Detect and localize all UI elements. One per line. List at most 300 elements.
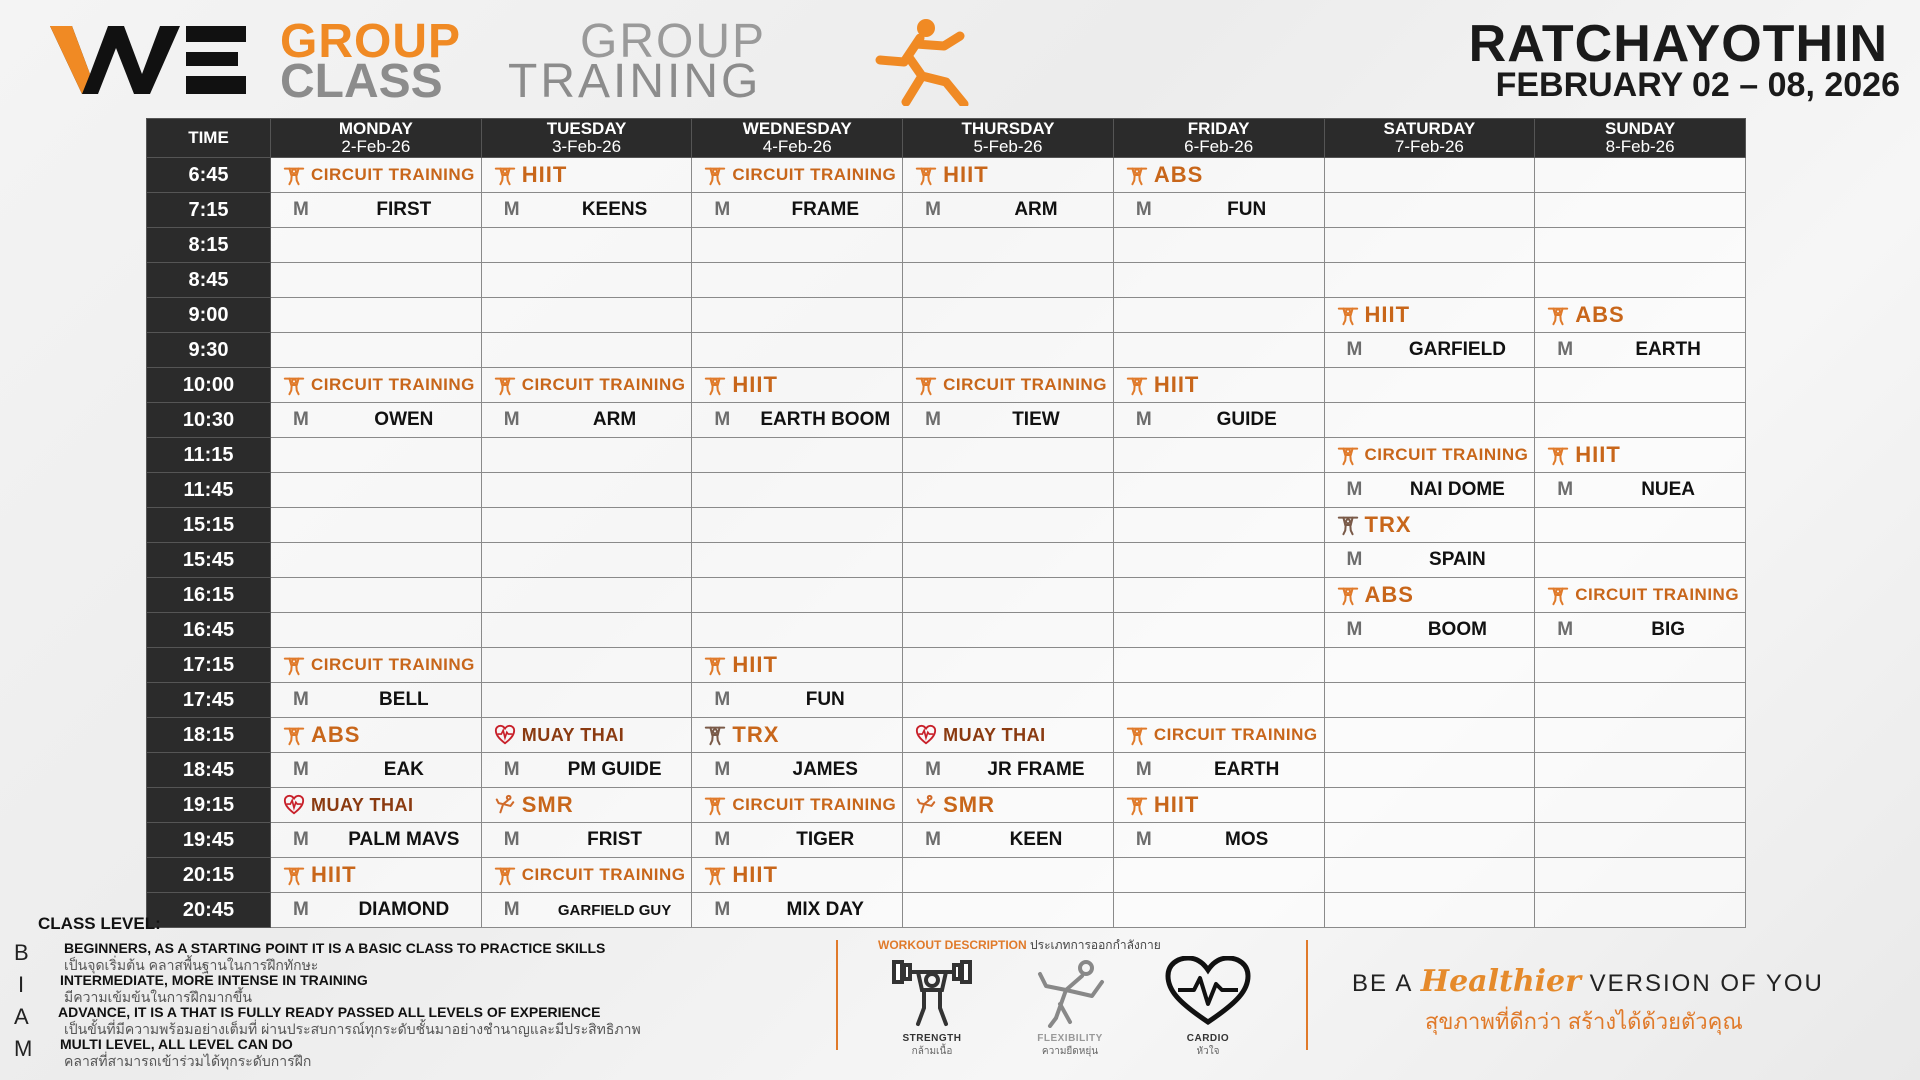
day-date: 2-Feb-26 — [341, 137, 411, 156]
empty-cell — [1535, 753, 1746, 788]
trainer-cell — [903, 193, 1114, 228]
trainer-cell — [1535, 333, 1746, 368]
class-entry — [692, 788, 902, 822]
empty-cell — [692, 578, 903, 613]
slot-start-time: 20:15 — [147, 858, 271, 893]
trainer-entry — [903, 823, 1113, 857]
runner-icon — [860, 16, 980, 106]
trainer-name: OWEN — [374, 409, 434, 430]
time-slot-row — [147, 263, 1746, 298]
class-level: M — [1346, 619, 1363, 640]
day-date: 3-Feb-26 — [552, 137, 622, 156]
level-description: INTERMEDIATE, MORE INTENSE IN TRAINING — [60, 972, 368, 988]
trainer-entry — [692, 753, 902, 787]
day-header-wednesday — [692, 119, 903, 158]
divider — [836, 940, 838, 1050]
level-description: BEGINNERS, AS A STARTING POINT IT IS A BASIC CLASS TO PRACTICE SKILLS — [64, 940, 606, 956]
schedule-header-row — [147, 119, 1746, 158]
empty-cell — [692, 613, 903, 648]
empty-cell — [1535, 858, 1746, 893]
class-level: M — [1557, 619, 1574, 640]
branch-name: RATCHAYOTHIN — [1468, 15, 1888, 73]
empty-cell — [692, 333, 903, 368]
cardio-icon — [915, 724, 937, 746]
strength-icon — [1337, 584, 1359, 606]
schedule-table — [146, 118, 1746, 928]
trainer-cell — [1324, 543, 1535, 578]
trainer-entry — [1114, 823, 1324, 857]
slot-start-time: 11:15 — [147, 438, 271, 473]
class-name: CIRCUIT TRAINING — [521, 865, 686, 884]
level-description: MULTI LEVEL, ALL LEVEL CAN DO — [60, 1036, 293, 1052]
class-cell — [1324, 508, 1535, 543]
class-entry — [1325, 508, 1535, 542]
trainer-entry — [482, 823, 692, 857]
empty-cell — [903, 228, 1114, 263]
slogan-highlight: Healthier — [1420, 964, 1581, 999]
class-entry — [271, 158, 481, 192]
class-entry — [271, 858, 481, 892]
empty-cell — [1113, 298, 1324, 333]
class-name: TRX — [732, 722, 780, 747]
trainer-name: BELL — [379, 689, 429, 710]
empty-cell — [1535, 193, 1746, 228]
slot-end-time: 20:45 — [147, 893, 271, 928]
class-entry — [482, 368, 692, 402]
strength-icon — [915, 374, 937, 396]
trainer-cell — [1113, 753, 1324, 788]
time-slot-row — [147, 368, 1746, 403]
class-cell — [692, 858, 903, 893]
trainer-cell — [692, 753, 903, 788]
trainer-entry — [271, 683, 481, 717]
workout-title-en: WORKOUT DESCRIPTION — [878, 938, 1027, 952]
empty-cell — [1535, 158, 1746, 193]
trainer-name: GARFIELD — [1408, 339, 1506, 360]
trainer-entry — [1114, 753, 1324, 787]
empty-cell — [1324, 263, 1535, 298]
slot-end-time: 16:45 — [147, 613, 271, 648]
empty-cell — [903, 613, 1114, 648]
empty-cell — [1113, 893, 1324, 928]
empty-cell — [481, 298, 692, 333]
class-cell — [1113, 158, 1324, 193]
trainer-entry — [482, 403, 692, 437]
strength-icon — [1126, 794, 1148, 816]
trainer-cell — [692, 823, 903, 858]
class-level: M — [1346, 479, 1363, 500]
trainer-name: PM GUIDE — [567, 759, 662, 780]
class-cell — [692, 158, 903, 193]
time-slot-row — [147, 473, 1746, 508]
class-name: CIRCUIT TRAINING — [732, 165, 897, 184]
trainer-cell — [271, 683, 482, 718]
class-name: HIIT — [732, 372, 778, 397]
class-level: M — [925, 829, 941, 850]
cardio-icon — [494, 724, 516, 746]
class-level: M — [714, 829, 731, 850]
time-slot-row — [147, 788, 1746, 823]
strength-icon — [1547, 304, 1569, 326]
schedule-body — [147, 158, 1746, 928]
class-name: ABS — [1364, 582, 1414, 607]
empty-cell — [271, 508, 482, 543]
class-entry — [903, 718, 1113, 752]
class-entry — [482, 718, 692, 752]
empty-cell — [271, 578, 482, 613]
class-name: HIIT — [732, 862, 778, 887]
trainer-cell — [271, 753, 482, 788]
cardio-icon — [1164, 956, 1252, 1028]
time-slot-row — [147, 858, 1746, 893]
empty-cell — [1113, 228, 1324, 263]
day-name: WEDNESDAY — [742, 119, 852, 138]
legend-title: CLASS LEVEL: — [38, 914, 161, 933]
slot-start-time: 17:15 — [147, 648, 271, 683]
trainer-name: GUIDE — [1216, 409, 1277, 430]
level-description-thai: เป็นจุดเริ่มต้น คลาสพื้นฐานในการฝึกทักษะ — [64, 957, 319, 973]
class-level: M — [293, 409, 309, 430]
empty-cell — [1113, 858, 1324, 893]
divider — [1306, 940, 1308, 1050]
class-cell — [692, 648, 903, 683]
strength-icon — [1126, 164, 1148, 186]
trainer-name: BIG — [1651, 619, 1685, 640]
class-cell — [1324, 298, 1535, 333]
strength-icon — [283, 724, 305, 746]
workout-type-label-thai: หัวใจ — [1196, 1046, 1220, 1057]
empty-cell — [1113, 333, 1324, 368]
time-slot-row — [147, 403, 1746, 438]
strength-icon — [1126, 724, 1148, 746]
class-level: M — [714, 759, 731, 780]
class-cell — [903, 158, 1114, 193]
slot-end-time: 15:45 — [147, 543, 271, 578]
class-entry — [1325, 438, 1535, 472]
time-slot-row — [147, 718, 1746, 753]
empty-cell — [692, 473, 903, 508]
trainer-entry — [482, 193, 692, 227]
day-name: THURSDAY — [961, 119, 1055, 138]
level-letter: B — [14, 940, 29, 965]
trainer-cell — [903, 753, 1114, 788]
empty-cell — [481, 508, 692, 543]
workout-title-th: ประเภทการออกกำลังกาย — [1030, 938, 1161, 952]
empty-cell — [1535, 228, 1746, 263]
class-cell — [271, 858, 482, 893]
empty-cell — [271, 333, 482, 368]
empty-cell — [481, 263, 692, 298]
empty-cell — [481, 613, 692, 648]
empty-cell — [903, 298, 1114, 333]
slot-end-time: 11:45 — [147, 473, 271, 508]
empty-cell — [903, 333, 1114, 368]
class-cell — [1535, 578, 1746, 613]
class-cell — [903, 718, 1114, 753]
time-slot-row — [147, 823, 1746, 858]
trainer-name: FUN — [1227, 199, 1267, 220]
class-name: HIIT — [521, 162, 568, 187]
slogan — [1352, 964, 1824, 999]
empty-cell — [271, 298, 482, 333]
class-cell — [1113, 788, 1324, 823]
empty-cell — [692, 298, 903, 333]
trainer-cell — [1113, 193, 1324, 228]
class-entry — [903, 788, 1113, 822]
empty-cell — [1535, 893, 1746, 928]
workout-type-cardio — [1148, 956, 1268, 1059]
trainer-entry — [1535, 333, 1745, 367]
title-group-orange: GROUP — [280, 15, 462, 68]
time-slot-row — [147, 753, 1746, 788]
time-slot-row — [147, 613, 1746, 648]
workout-description-title — [878, 936, 1161, 955]
class-level: M — [293, 199, 309, 220]
class-name: HIIT — [943, 162, 989, 187]
trainer-name: FUN — [805, 689, 845, 710]
class-level: M — [503, 759, 520, 780]
class-entry — [692, 858, 902, 892]
class-name: CIRCUIT TRAINING — [311, 165, 475, 184]
workout-type-label: FLEXIBILITY — [1037, 1033, 1103, 1044]
workout-type-flexibility — [1010, 956, 1130, 1059]
trainer-cell — [903, 823, 1114, 858]
empty-cell — [1535, 718, 1746, 753]
class-name: HIIT — [732, 652, 778, 677]
workout-type-label: STRENGTH — [902, 1033, 962, 1044]
trainer-entry — [271, 753, 481, 787]
slot-end-time: 10:30 — [147, 403, 271, 438]
empty-cell — [692, 543, 903, 578]
strength-icon — [704, 164, 726, 186]
strength-icon — [704, 654, 726, 676]
trainer-cell — [692, 683, 903, 718]
empty-cell — [1535, 403, 1746, 438]
trainer-cell — [1324, 613, 1535, 648]
slot-start-time: 18:15 — [147, 718, 271, 753]
class-name: CIRCUIT TRAINING — [521, 375, 686, 394]
trx-icon — [1337, 514, 1359, 536]
empty-cell — [1535, 648, 1746, 683]
trainer-entry — [1325, 473, 1535, 507]
trainer-name: KEENS — [581, 199, 648, 220]
class-cell — [271, 158, 482, 193]
trainer-entry — [1114, 193, 1324, 227]
class-level: M — [925, 409, 941, 430]
class-name: MUAY THAI — [311, 794, 414, 815]
trainer-name: PALM MAVS — [348, 829, 460, 850]
class-cell — [271, 648, 482, 683]
title-group-gray: GROUP — [580, 15, 767, 68]
empty-cell — [1113, 473, 1324, 508]
trainer-entry — [1535, 613, 1745, 647]
trainer-cell — [271, 823, 482, 858]
class-level: M — [1135, 759, 1152, 780]
empty-cell — [481, 438, 692, 473]
time-slot-row — [147, 298, 1746, 333]
class-level: M — [503, 899, 520, 920]
day-header-tuesday — [481, 119, 692, 158]
class-level: M — [293, 899, 309, 920]
class-cell — [481, 368, 692, 403]
strength-icon — [1547, 584, 1569, 606]
class-cell — [271, 368, 482, 403]
level-letter: M — [14, 1036, 33, 1061]
trainer-name: FRAME — [791, 199, 860, 220]
class-name: CIRCUIT TRAINING — [311, 655, 475, 674]
trainer-name: NUEA — [1641, 479, 1696, 500]
class-entry — [1114, 158, 1324, 192]
empty-cell — [481, 648, 692, 683]
day-name: FRIDAY — [1187, 119, 1250, 138]
empty-cell — [903, 473, 1114, 508]
trainer-name: EARTH BOOM — [760, 409, 891, 430]
empty-cell — [271, 263, 482, 298]
header — [0, 0, 1920, 118]
trainer-entry — [903, 753, 1113, 787]
class-level: M — [925, 759, 941, 780]
class-name: CIRCUIT TRAINING — [311, 375, 475, 394]
empty-cell — [692, 263, 903, 298]
class-level-legend — [10, 912, 810, 1080]
trainer-name: JR FRAME — [987, 759, 1085, 780]
class-entry — [1114, 788, 1324, 822]
trainer-cell — [1113, 823, 1324, 858]
slot-start-time: 10:00 — [147, 368, 271, 403]
trainer-entry — [1325, 613, 1535, 647]
trainer-entry — [692, 403, 902, 437]
strength-icon — [1547, 444, 1569, 466]
class-entry — [1325, 298, 1535, 332]
trainer-cell — [481, 753, 692, 788]
class-cell — [481, 158, 692, 193]
trainer-cell — [271, 193, 482, 228]
time-slot-row — [147, 543, 1746, 578]
class-name: CIRCUIT TRAINING — [1153, 725, 1318, 744]
day-header-monday — [271, 119, 482, 158]
class-level: M — [1557, 479, 1574, 500]
empty-cell — [903, 648, 1114, 683]
title-class: CLASS — [280, 55, 443, 108]
class-name: CIRCUIT TRAINING — [732, 795, 897, 814]
trainer-cell — [1324, 473, 1535, 508]
empty-cell — [1113, 508, 1324, 543]
empty-cell — [271, 438, 482, 473]
empty-cell — [692, 228, 903, 263]
workout-type-strength — [872, 956, 992, 1059]
class-entry — [1114, 718, 1324, 752]
slot-start-time: 9:00 — [147, 298, 271, 333]
class-entry — [1535, 438, 1745, 472]
trainer-entry — [271, 823, 481, 857]
trainer-entry — [903, 403, 1113, 437]
workout-type-label-thai: ความยืดหยุ่น — [1041, 1046, 1099, 1057]
slot-end-time: 8:45 — [147, 263, 271, 298]
class-cell — [481, 788, 692, 823]
empty-cell — [903, 683, 1114, 718]
empty-cell — [1535, 508, 1746, 543]
empty-cell — [271, 613, 482, 648]
class-name: MUAY THAI — [943, 724, 1046, 745]
trainer-entry — [1325, 543, 1535, 577]
empty-cell — [1535, 788, 1746, 823]
trainer-name: FIRST — [376, 199, 432, 220]
strength-icon — [283, 374, 305, 396]
empty-cell — [1324, 718, 1535, 753]
class-entry — [271, 368, 481, 402]
class-level: M — [503, 829, 520, 850]
class-entry — [271, 788, 481, 822]
strength-icon — [283, 864, 305, 886]
workout-type-label: CARDIO — [1186, 1033, 1230, 1044]
class-level: M — [293, 829, 309, 850]
trainer-name: NAI DOME — [1409, 479, 1505, 500]
class-entry — [1535, 578, 1745, 612]
cardio-icon — [283, 794, 305, 816]
trainer-name: EAK — [383, 759, 424, 780]
slot-end-time: 17:45 — [147, 683, 271, 718]
class-name: MUAY THAI — [521, 724, 625, 745]
class-entry — [692, 158, 902, 192]
trainer-cell — [1324, 333, 1535, 368]
trainer-name: DIAMOND — [358, 899, 450, 920]
title-training: TRAINING — [508, 55, 762, 108]
trainer-cell — [481, 193, 692, 228]
empty-cell — [1324, 893, 1535, 928]
slogan-thai: สุขภาพที่ดีกว่า สร้างได้ด้วยตัวคุณ — [1425, 1009, 1743, 1034]
flexibility-icon — [494, 794, 516, 816]
class-level: M — [714, 199, 731, 220]
day-header-friday — [1113, 119, 1324, 158]
class-name: ABS — [1153, 162, 1204, 187]
empty-cell — [1113, 438, 1324, 473]
strength-icon — [1337, 304, 1359, 326]
trainer-cell — [692, 193, 903, 228]
class-level: M — [1135, 199, 1152, 220]
class-level: M — [925, 199, 941, 220]
empty-cell — [1113, 683, 1324, 718]
day-header-thursday — [903, 119, 1114, 158]
empty-cell — [903, 508, 1114, 543]
trainer-cell — [1113, 403, 1324, 438]
level-letter: A — [14, 1004, 29, 1029]
class-entry — [271, 648, 481, 682]
trainer-cell — [1535, 473, 1746, 508]
trainer-cell — [903, 403, 1114, 438]
empty-cell — [903, 263, 1114, 298]
strength-icon — [704, 864, 726, 886]
trainer-entry — [1325, 333, 1535, 367]
day-name: TUESDAY — [546, 119, 627, 138]
trainer-entry — [271, 193, 481, 227]
empty-cell — [1324, 193, 1535, 228]
empty-cell — [1324, 858, 1535, 893]
class-name: SMR — [521, 792, 574, 817]
slogan-prefix: BE A — [1352, 970, 1413, 997]
flexibility-icon — [1026, 956, 1114, 1028]
day-date: 4-Feb-26 — [762, 137, 832, 156]
empty-cell — [481, 473, 692, 508]
empty-cell — [903, 858, 1114, 893]
empty-cell — [903, 578, 1114, 613]
trainer-name: SPAIN — [1429, 549, 1486, 570]
strength-icon — [283, 164, 305, 186]
class-entry — [1114, 368, 1324, 402]
class-level: M — [1346, 339, 1363, 360]
class-name: ABS — [1575, 302, 1625, 327]
class-entry — [692, 368, 902, 402]
day-date: 7-Feb-26 — [1394, 137, 1464, 156]
